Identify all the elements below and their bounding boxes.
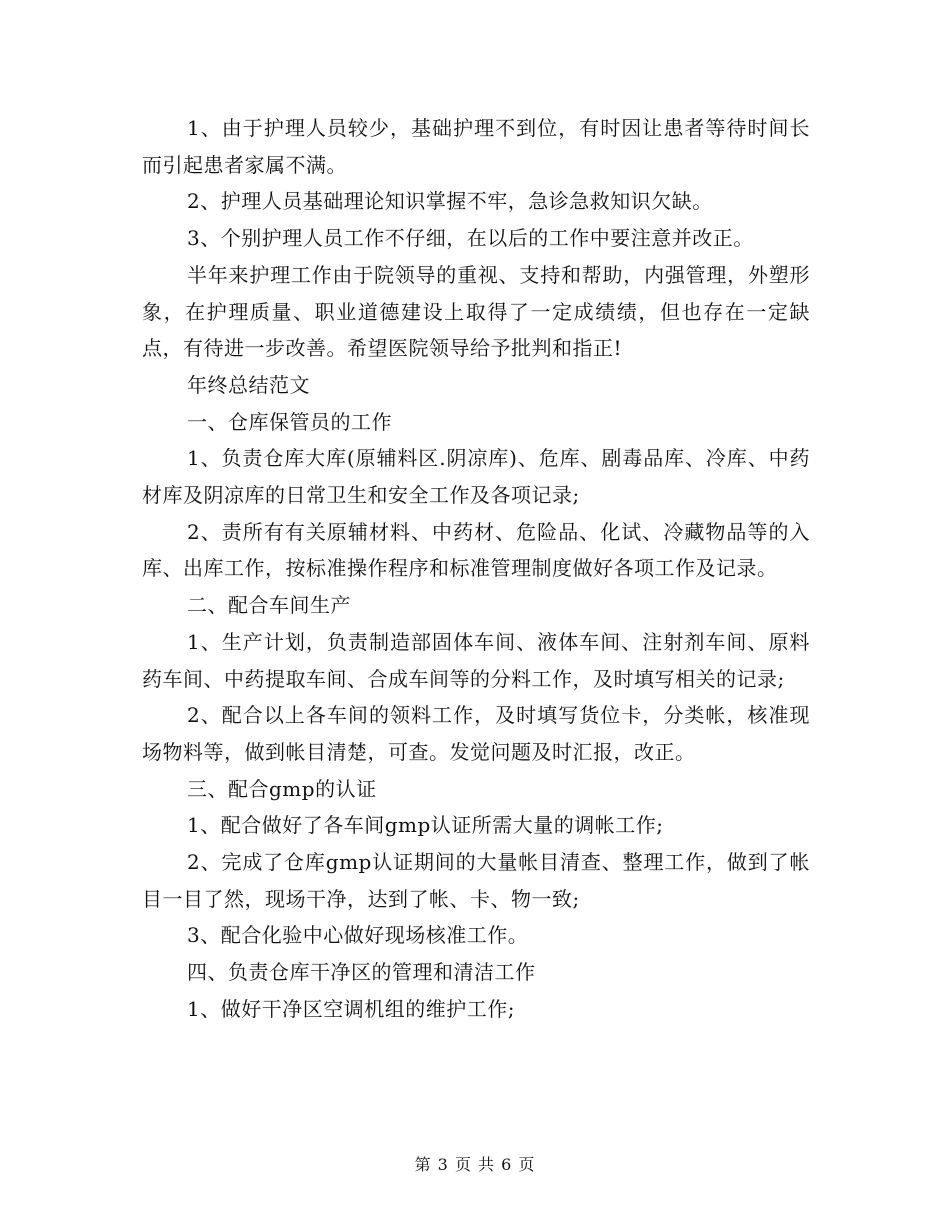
paragraph-gmp-1: 1、配合做好了各车间gmp认证所需大量的调帐工作; <box>187 813 664 838</box>
section-title: 年终总结范文 <box>187 372 310 397</box>
paragraph-production-2: 2、配合以上各车间的领料工作，及时填写货位卡，分类帐，核准现场物料等，做到帐目清楚，可查。发觉问题及时汇报，改正。 <box>142 703 810 764</box>
paragraph-gmp-3: 3、配合化验中心做好现场核准工作。 <box>187 923 529 948</box>
heading-gmp-certification: 三、配合gmp的认证 <box>187 776 377 801</box>
paragraph-warehouse-1: 1、负责仓库大库(原辅料区.阴凉库)、危库、剧毒品库、冷库、中药材库及阴凉库的日常卫生和安全工作及各项记录; <box>142 446 810 508</box>
paragraph-issue-1: 1、由于护理人员较少，基础护理不到位，有时因让患者等待时间长而引起患者家属不满。 <box>142 116 810 177</box>
heading-clean-area: 四、负责仓库干净区的管理和清洁工作 <box>187 960 536 985</box>
paragraph-warehouse-2: 2、责所有有关原辅材料、中药材、危险品、化试、冷藏物品等的入库、出库工作，按标准操作程序和标准管理制度做好各项工作及记录。 <box>142 519 810 581</box>
paragraph-summary: 半年来护理工作由于院领导的重视、支持和帮助，内强管理，外塑形象，在护理质量、职业道德建设上取得了一定成绩绩，但也存在一定缺点，有待进一步改善。希望医院领导给予批判和指正! <box>142 262 810 361</box>
document-body <box>142 110 810 1028</box>
heading-workshop-production: 二、配合车间生产 <box>187 593 351 618</box>
paragraph-gmp-2: 2、完成了仓库gmp认证期间的大量帐目清查、整理工作，做到了帐目一目了然，现场干净，达到了帐、卡、物一致; <box>142 850 810 911</box>
paragraph-production-1: 1、生产计划，负责制造部固体车间、液体车间、注射剂车间、原料药车间、中药提取车间、合成车间等的分料工作，及时填写相关的记录; <box>142 629 810 691</box>
paragraph-issue-2: 2、护理人员基础理论知识掌握不牢，急诊急救知识欠缺。 <box>187 189 713 214</box>
heading-warehouse-keeper: 一、仓库保管员的工作 <box>187 409 392 434</box>
paragraph-clean-area-1: 1、做好干净区空调机组的维护工作; <box>187 996 515 1021</box>
page-number-footer: 第 3 页 共 6 页 <box>414 1155 536 1174</box>
paragraph-issue-3: 3、个别护理人员工作不仔细，在以后的工作中要注意并改正。 <box>187 226 754 251</box>
